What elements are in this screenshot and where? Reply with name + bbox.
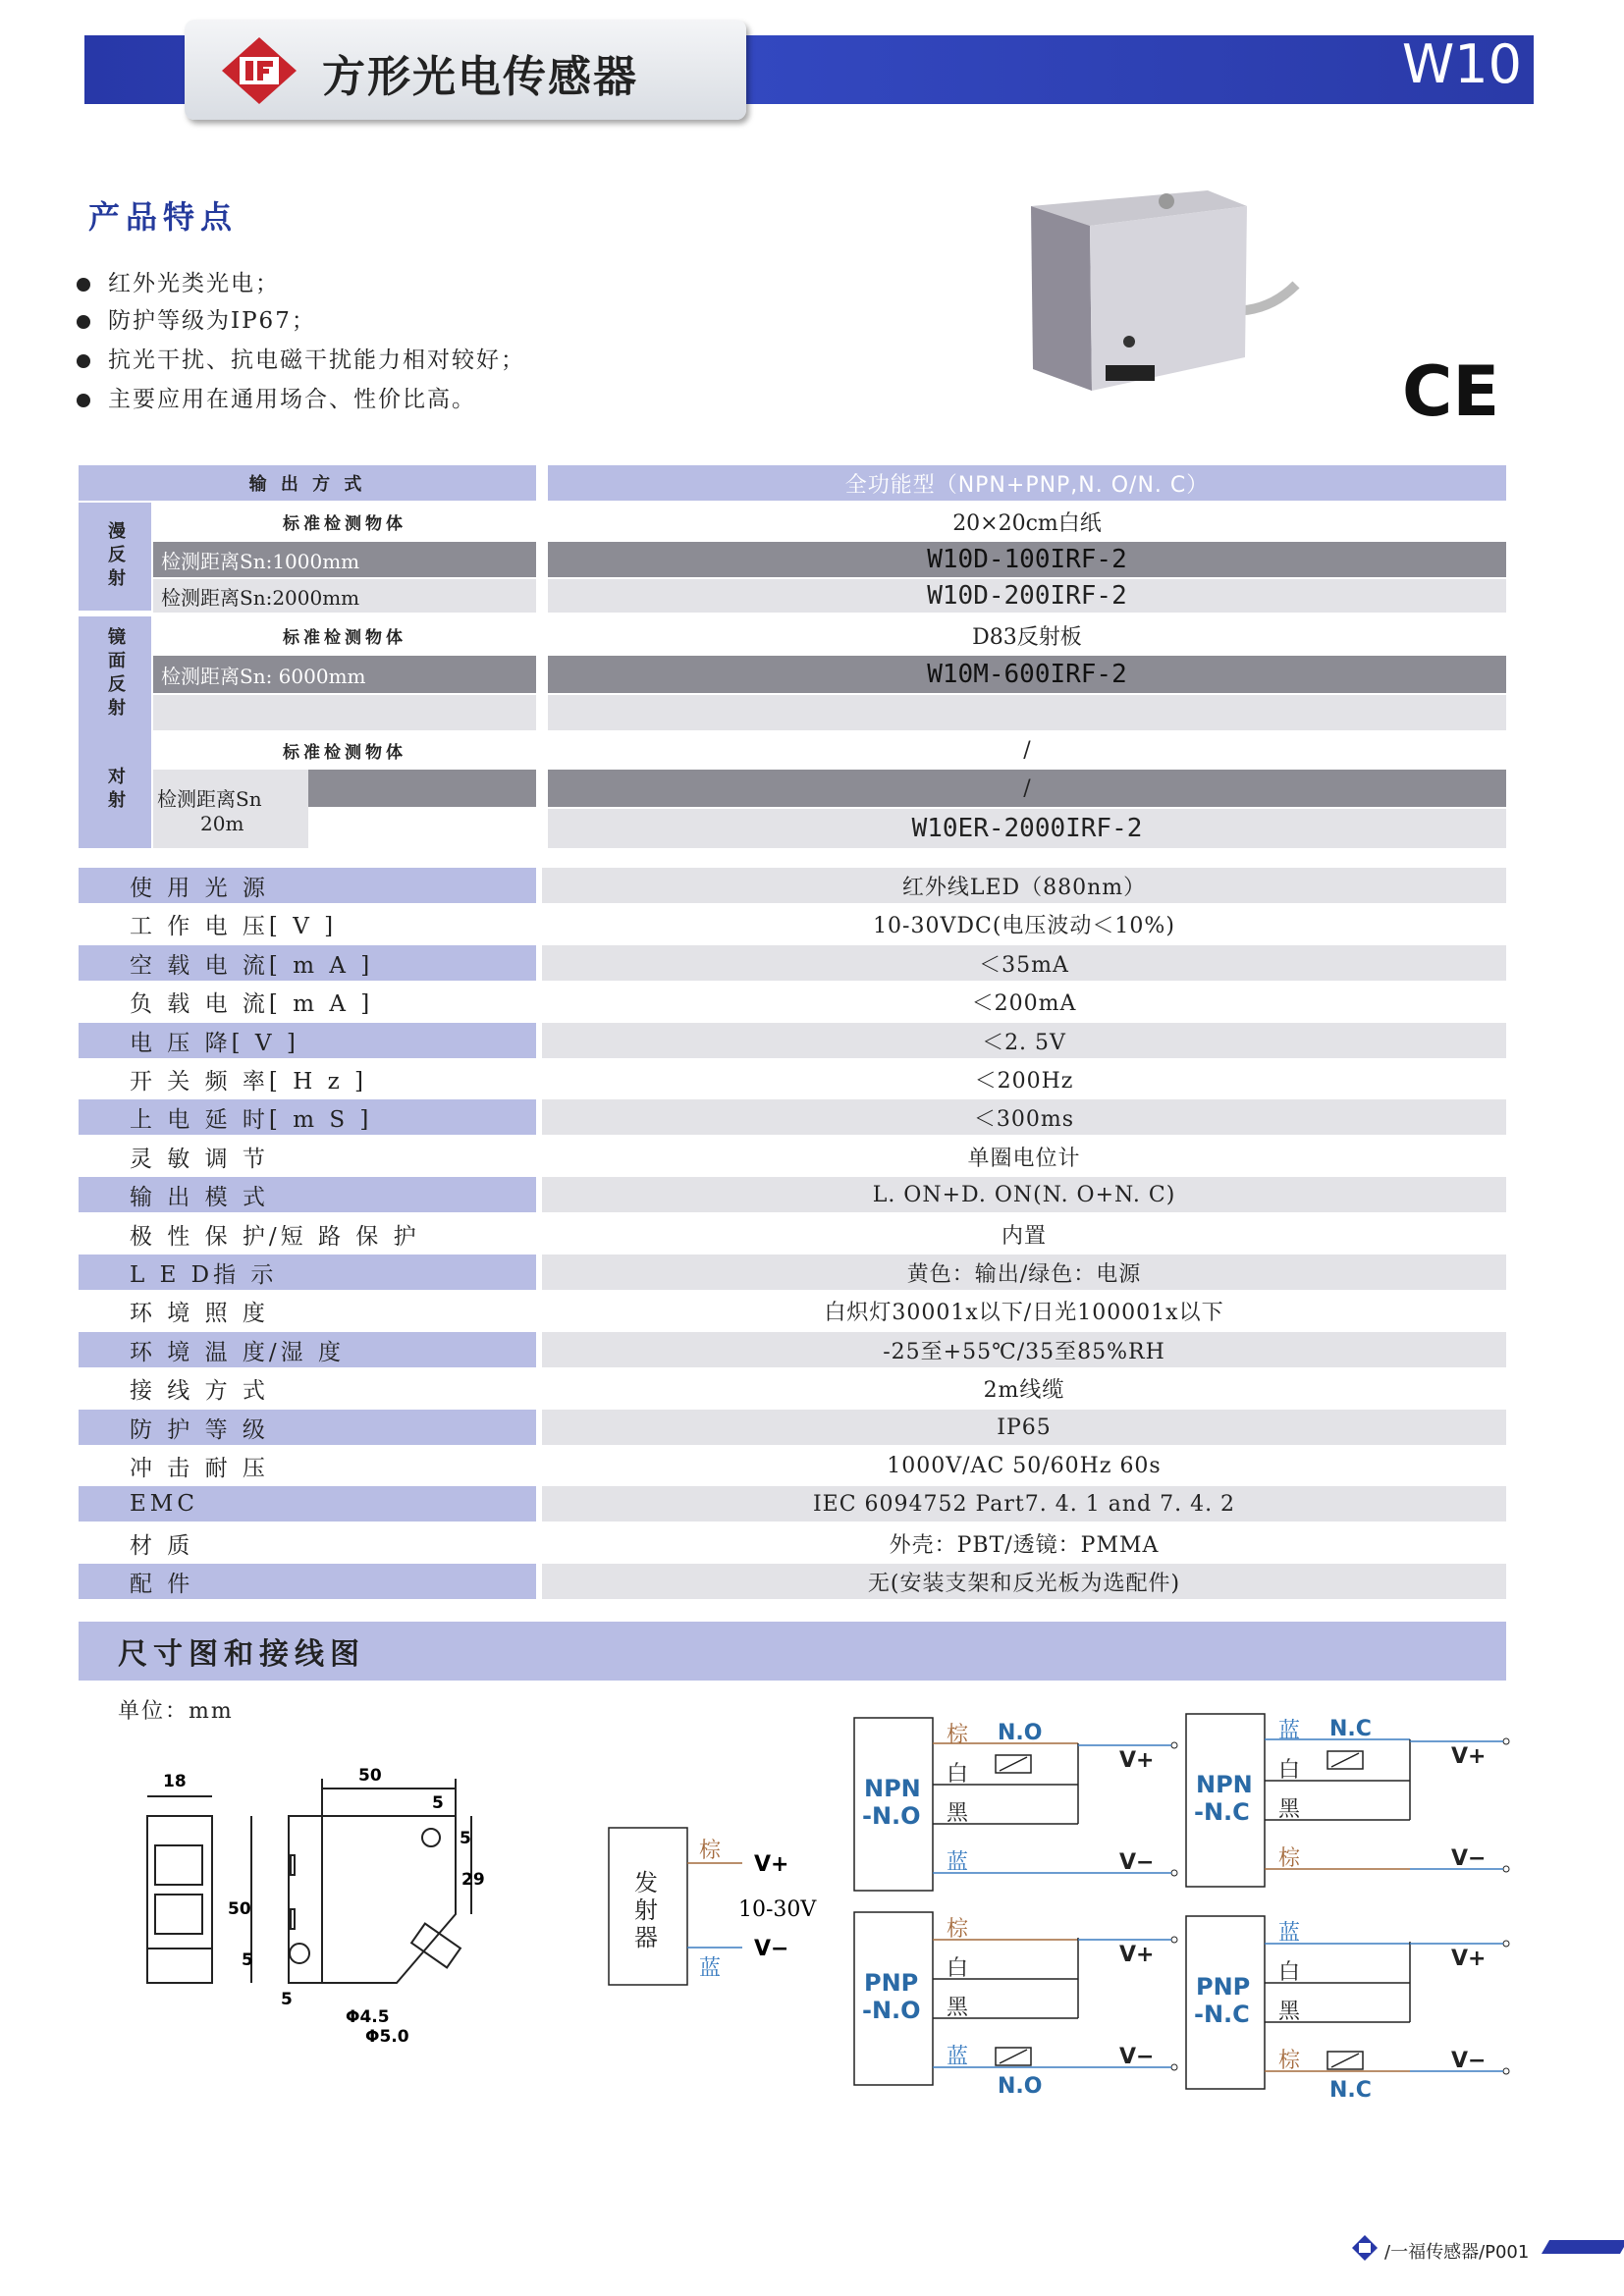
param-label: 防 护 等 级 bbox=[79, 1410, 536, 1445]
feature-item: 红外光类光电； bbox=[77, 265, 280, 297]
param-label: 上 电 延 时[ m S ] bbox=[79, 1099, 536, 1135]
unit-label: 单位：mm bbox=[118, 1699, 234, 1724]
model-number: W10 bbox=[1401, 33, 1522, 95]
wire-label: 白 bbox=[1278, 1960, 1301, 1985]
wire-label: 白 bbox=[947, 1956, 969, 1981]
param-value: IP65 bbox=[542, 1410, 1506, 1445]
param-label: 电 压 降[ V ] bbox=[79, 1023, 536, 1058]
through-distance-label: 检测距离Sn 20m bbox=[153, 770, 308, 848]
through-model: W10ER-2000IRF-2 bbox=[548, 809, 1506, 848]
param-value: 内置 bbox=[542, 1216, 1506, 1252]
wiring-diagram-pnp-no bbox=[852, 1910, 1186, 2097]
param-value: 2m线缆 bbox=[542, 1370, 1506, 1406]
feature-item: 主要应用在通用场合、性价比高。 bbox=[77, 381, 476, 413]
vplus-label: V+ bbox=[1451, 1744, 1487, 1769]
param-value: -25至+55℃/35至85%RH bbox=[542, 1332, 1506, 1367]
dim-label: 29 bbox=[461, 1870, 485, 1890]
param-value: 外壳：PBT/透镜：PMMA bbox=[542, 1525, 1506, 1561]
param-label: 配 件 bbox=[79, 1564, 536, 1599]
feature-item: 防护等级为IP67； bbox=[77, 302, 316, 335]
feature-item: 抗光干扰、抗电磁干扰能力相对较好； bbox=[77, 342, 525, 374]
param-label: 开 关 频 率[ H z ] bbox=[79, 1061, 536, 1096]
vminus-label: V− bbox=[754, 1937, 789, 1961]
features-title: 产品特点 bbox=[88, 198, 239, 236]
footer-logo-icon bbox=[1351, 2234, 1379, 2262]
through-side-label: 对射 bbox=[79, 732, 151, 848]
bullet-icon bbox=[77, 354, 90, 368]
param-value: 单圈电位计 bbox=[542, 1139, 1506, 1174]
wire-label: 黑 bbox=[947, 1996, 969, 2020]
wire-label: 白 bbox=[947, 1762, 969, 1787]
diffuse-model-2: W10D-200IRF-2 bbox=[548, 579, 1506, 613]
through-std-value: / bbox=[548, 732, 1506, 768]
footer-stripe bbox=[1542, 2240, 1624, 2254]
dim-label: 5 bbox=[432, 1793, 444, 1813]
param-value: 10-30VDC(电压波动＜10%) bbox=[542, 906, 1506, 941]
param-value: 1000V/AC 50/60Hz 60s bbox=[542, 1448, 1506, 1483]
wire-label: 蓝 bbox=[947, 2045, 969, 2069]
param-label: 极 性 保 护/短 路 保 护 bbox=[79, 1216, 536, 1252]
through-dark-spacer bbox=[308, 770, 536, 807]
wire-label: 黑 bbox=[1278, 1797, 1301, 1822]
wire-label: 白 bbox=[1278, 1758, 1301, 1783]
dim-label: 5 bbox=[460, 1829, 471, 1848]
diffuse-std-label: 标准检测物体 bbox=[153, 503, 536, 540]
bullet-icon bbox=[77, 278, 90, 292]
mirror-std-value: D83反射板 bbox=[548, 616, 1506, 654]
bullet-icon bbox=[77, 394, 90, 407]
ce-mark: CE bbox=[1402, 351, 1500, 432]
vminus-label: V− bbox=[1451, 2049, 1487, 2073]
dim-label: 50 bbox=[358, 1766, 382, 1786]
wiring-title: -N.O bbox=[862, 1802, 921, 1830]
wiring-title: -N.C bbox=[1194, 1798, 1250, 1826]
param-label: 输 出 模 式 bbox=[79, 1177, 536, 1212]
param-label: 接 线 方 式 bbox=[79, 1370, 536, 1406]
dimension-drawing bbox=[137, 1747, 511, 2071]
section-title: 尺寸图和接线图 bbox=[79, 1622, 1506, 1681]
wiring-title: NPN bbox=[1196, 1771, 1253, 1798]
param-value: 红外线LED（880nm） bbox=[542, 868, 1506, 903]
output-mode-value: 全功能型（NPN+PNP,N. O/N. C） bbox=[548, 465, 1506, 501]
mirror-distance-label: 检测距离Sn: 6000mm bbox=[153, 656, 536, 693]
param-value: ＜2. 5V bbox=[542, 1023, 1506, 1058]
wire-label: 棕 bbox=[947, 1917, 969, 1942]
mirror-model: W10M-600IRF-2 bbox=[548, 656, 1506, 693]
vplus-label: V+ bbox=[1119, 1748, 1155, 1773]
wire-blue-label: 蓝 bbox=[699, 1956, 722, 1981]
vplus-label: V+ bbox=[754, 1852, 789, 1877]
param-value: ＜200Hz bbox=[542, 1061, 1506, 1096]
wiring-title: NPN bbox=[864, 1775, 921, 1802]
dim-label: 18 bbox=[163, 1772, 187, 1791]
product-photo bbox=[1011, 177, 1306, 422]
diffuse-distance-1-label: 检测距离Sn:1000mm bbox=[153, 542, 536, 577]
switch-state-label: N.C bbox=[1329, 1717, 1372, 1741]
output-mode-label: 输 出 方 式 bbox=[79, 465, 536, 501]
wire-label: 蓝 bbox=[947, 1850, 969, 1875]
param-value: 无(安装支架和反光板为选配件) bbox=[542, 1564, 1506, 1599]
mirror-empty-value bbox=[548, 695, 1506, 730]
param-value: 黄色：输出/绿色：电源 bbox=[542, 1255, 1506, 1290]
param-label: 工 作 电 压[ V ] bbox=[79, 906, 536, 941]
dim-label: Φ5.0 bbox=[365, 2027, 409, 2047]
switch-state-label: N.O bbox=[998, 2074, 1043, 2097]
mirror-std-label: 标准检测物体 bbox=[153, 616, 536, 654]
wire-label: 棕 bbox=[1278, 2049, 1301, 2073]
param-label: 环 境 温 度/湿 度 bbox=[79, 1332, 536, 1367]
mirror-empty-label bbox=[153, 695, 536, 730]
wiring-title: -N.C bbox=[1194, 2001, 1250, 2028]
through-row2-value: / bbox=[548, 770, 1506, 807]
wiring-diagram-npn-no bbox=[852, 1716, 1186, 1902]
param-label: EMC bbox=[79, 1486, 536, 1522]
vplus-label: V+ bbox=[1451, 1947, 1487, 1971]
diffuse-std-value: 20×20cm白纸 bbox=[548, 503, 1506, 540]
dim-label: 5 bbox=[242, 1950, 253, 1970]
vplus-label: V+ bbox=[1119, 1943, 1155, 1967]
voltage-label: 10-30V bbox=[738, 1897, 817, 1922]
dim-label: Φ4.5 bbox=[346, 2007, 390, 2027]
vminus-label: V− bbox=[1451, 1846, 1487, 1871]
wiring-title: PNP bbox=[1196, 1973, 1251, 2001]
param-label: 负 载 电 流[ m A ] bbox=[79, 984, 536, 1019]
wiring-title: PNP bbox=[864, 1969, 919, 1997]
wire-label: 蓝 bbox=[1278, 1921, 1301, 1946]
param-value: ＜300ms bbox=[542, 1099, 1506, 1135]
diffuse-side-label: 漫反射 bbox=[79, 503, 151, 611]
param-label: 材 质 bbox=[79, 1525, 536, 1561]
wire-label: 棕 bbox=[947, 1723, 969, 1747]
param-label: 环 境 照 度 bbox=[79, 1293, 536, 1328]
switch-state-label: N.O bbox=[998, 1721, 1043, 1745]
wiring-title: -N.O bbox=[862, 1997, 921, 2024]
dim-label: 50 bbox=[228, 1899, 251, 1919]
param-label: L E D指 示 bbox=[79, 1255, 536, 1290]
emitter-box-label: 发射器 bbox=[634, 1869, 658, 1951]
param-value: 白炽灯30001x以下/日光100001x以下 bbox=[542, 1293, 1506, 1328]
wire-brown-label: 棕 bbox=[699, 1839, 722, 1863]
wire-label: 黑 bbox=[947, 1801, 969, 1826]
diffuse-distance-2-label: 检测距离Sn:2000mm bbox=[153, 579, 536, 613]
footer-text: /一福传感器/P001 bbox=[1384, 2242, 1530, 2263]
wire-label: 黑 bbox=[1278, 2000, 1301, 2024]
param-label: 冲 击 耐 压 bbox=[79, 1448, 536, 1483]
dim-label: 5 bbox=[281, 1990, 293, 2009]
param-label: 使 用 光 源 bbox=[79, 868, 536, 903]
param-value: ＜35mA bbox=[542, 945, 1506, 981]
param-value: L. ON+D. ON(N. O+N. C) bbox=[542, 1177, 1506, 1212]
vminus-label: V− bbox=[1119, 1850, 1155, 1875]
wire-label: 蓝 bbox=[1278, 1719, 1301, 1743]
wire-label: 棕 bbox=[1278, 1846, 1301, 1871]
diffuse-model-1: W10D-100IRF-2 bbox=[548, 542, 1506, 577]
param-label: 空 载 电 流[ m A ] bbox=[79, 945, 536, 981]
page-title: 方形光电传感器 bbox=[322, 52, 638, 102]
vminus-label: V− bbox=[1119, 2045, 1155, 2069]
brand-logo-icon bbox=[218, 33, 300, 108]
through-std-label: 标准检测物体 bbox=[153, 732, 536, 768]
bullet-icon bbox=[77, 315, 90, 329]
param-value: IEC 6094752 Part7. 4. 1 and 7. 4. 2 bbox=[542, 1486, 1506, 1522]
mirror-side-label: 镜面反射 bbox=[79, 616, 151, 732]
wiring-diagram-pnp-nc bbox=[1184, 1914, 1518, 2101]
param-label: 灵 敏 调 节 bbox=[79, 1139, 536, 1174]
wiring-diagram-npn-nc bbox=[1184, 1712, 1518, 1898]
param-value: ＜200mA bbox=[542, 984, 1506, 1019]
switch-state-label: N.C bbox=[1329, 2078, 1372, 2101]
